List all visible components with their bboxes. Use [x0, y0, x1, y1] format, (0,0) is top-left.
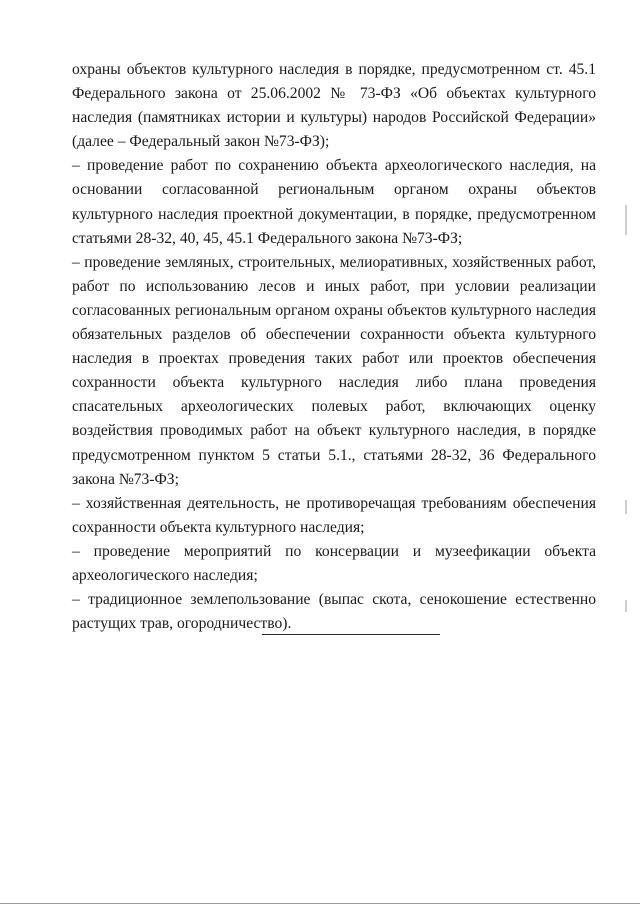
scan-artifact-mark	[625, 600, 627, 612]
paragraph-earthworks: – проведение земляных, строительных, мелиоративных, хозяйственных работ, работ по использованию лесов и иных работ, при условии реализации согласованных региональным органом охраны объектов культурного наследия обязательных разделов об обеспечении сохранности объекта культурного наследия в проектах проведения таких работ или проектов обеспечения сохранности объекта культурного наследия либо плана проведения спасательных археологических полевых работ, включающих оценку воздействия проводимых работ на объект культурного наследия, в порядке предусмотренном пунктом 5 статьи 5.1., статьями 28-32, 36 Федерального закона №73-ФЗ;	[72, 253, 596, 488]
end-divider-line	[262, 634, 440, 635]
paragraph-economic-activity: – хозяйственная деятельность, не противоречащая требованиям обеспечения сохранности объекта культурного наследия;	[72, 494, 596, 536]
page-bottom-edge	[0, 903, 640, 904]
scan-artifact-mark	[625, 205, 627, 235]
scan-artifact-mark	[625, 500, 627, 514]
paragraph-preservation-works: – проведение работ по сохранению объекта археологического наследия, на основании согласованной региональным органом охраны объектов культурного наследия проектной документации, в порядке, предусмотренном статьями 28-32, 40, 45, 45.1 Федерального закона №73-ФЗ;	[72, 157, 596, 247]
document-body	[72, 58, 596, 636]
paragraph-traditional-land-use: – традиционное землепользование (выпас скота, сенокошение естественно растущих трав, огородничество).	[72, 591, 596, 633]
paragraph-conservation-museumification: – проведение мероприятий по консервации и музеефикации объекта археологического наследия;	[72, 542, 596, 584]
paragraph-protection-procedure: охраны объектов культурного наследия в порядке, предусмотренном ст. 45.1 Федерального закона от 25.06.2002 № 73-ФЗ «Об объектах культурного наследия (памятниках истории и культуры) народов Российской Федерации» (далее – Федеральный закон №73-ФЗ);	[72, 61, 596, 151]
